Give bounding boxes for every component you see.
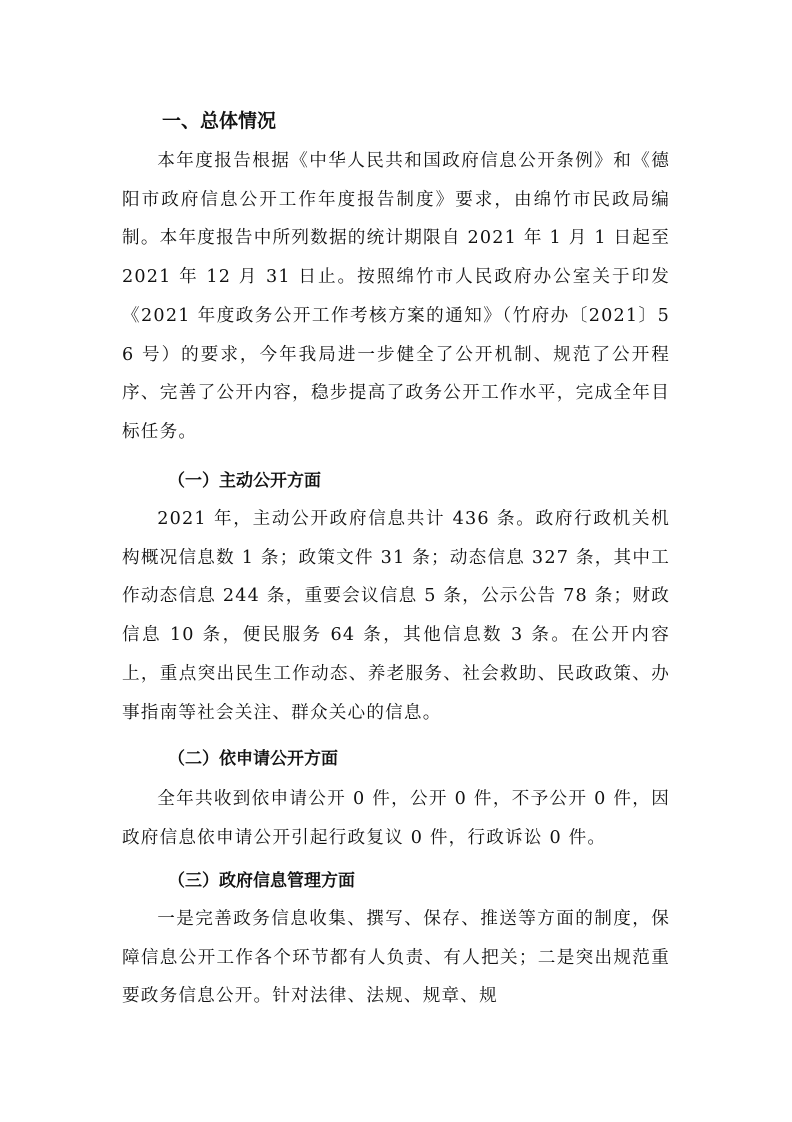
subsection-body-request-disclosure: 全年共收到依申请公开 0 件，公开 0 件，不予公开 0 件，因政府信息依申请公开引起行政复议 0 件，行政诉讼 0 件。 <box>122 789 670 848</box>
subsection-title-request-disclosure: （二）依申请公开方面 <box>168 749 338 769</box>
subsection-body-proactive-disclosure: 2021 年，主动公开政府信息共计 436 条。政府行政机关机构概况信息数 1 条；政策文件 31 条；动态信息 327 条，其中工作动态信息 244 条，重要会议信息 5 条，公示公告 78 条；财政信息 10 条，便民服务 64 条，其他信息数 3 条。在公开内容上，重点突出民生工作动态、养老服务、社会救助、民政政策、办事指南等社会关注、群众关心的信息。 <box>122 509 670 723</box>
subsection-title-information-management: （三）政府信息管理方面 <box>168 871 355 891</box>
section-title: 一、总体情况 <box>162 110 277 132</box>
intro-paragraph: 本年度报告根据《中华人民共和国政府信息公开条例》和《德阳市政府信息公开工作年度报告制度》要求，由绵竹市民政局编制。本年度报告中所列数据的统计期限自 2021 年 1 月 1 日起至 2021 年 12 月 31 日止。按照绵竹市人民政府办公室关于印发《2021 年度政务公开工作考核方案的通知》（竹府办〔2021〕56 号）的要求，今年我局进一步健全了公开机制、规范了公开程序、完善了公开内容，稳步提高了政务公开工作水平，完成全年目标任务。 <box>122 151 670 442</box>
subsection-title-proactive-disclosure: （一）主动公开方面 <box>168 471 321 491</box>
subsection-body-information-management: 一是完善政务信息收集、撰写、保存、推送等方面的制度，保障信息公开工作各个环节都有人负责、有人把关；二是突出规范重要政务信息公开。针对法律、法规、规章、规 <box>122 909 670 1007</box>
